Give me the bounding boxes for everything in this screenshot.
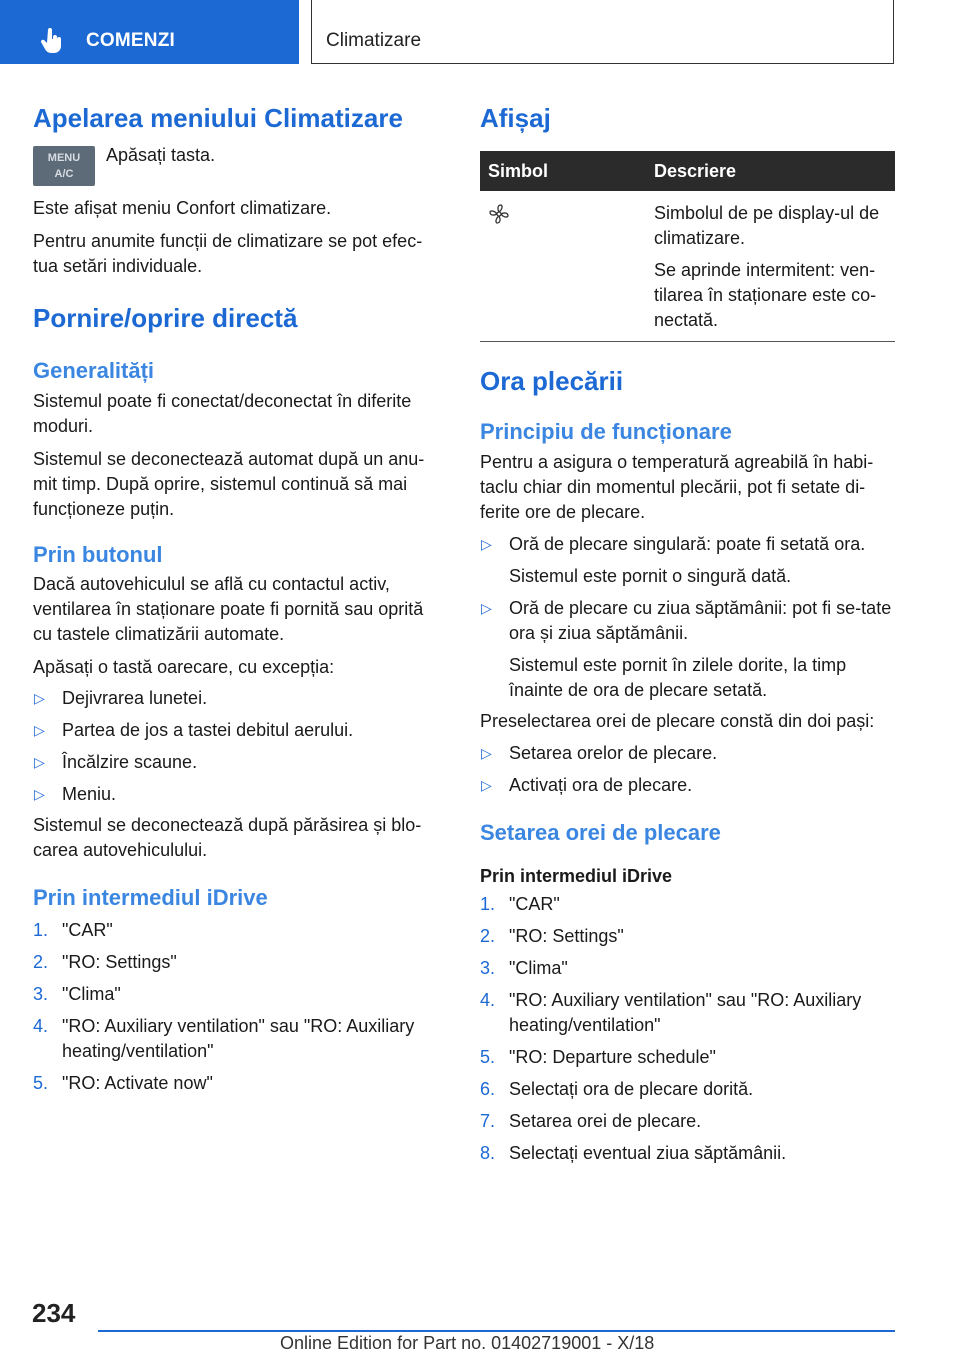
- list-item: 1. "CAR": [480, 894, 560, 915]
- heading-set-departure: Setarea orei de plecare: [480, 819, 721, 845]
- triangle-bullet-icon: ▷: [481, 776, 492, 793]
- preselect-list: [480, 741, 895, 798]
- button-para-3: Sistemul se deconectează după părăsirea și blo-carea autovehiculului.: [33, 815, 422, 861]
- symbol-desc-1: Simbolul de pe display-ul de climatizare.: [654, 203, 880, 249]
- list-item: 2. "RO: Settings": [480, 926, 624, 947]
- table-header-symbol: Simbol: [480, 151, 646, 191]
- menu-para-1: Este afișat meniu Confort climatizare.: [33, 198, 332, 219]
- list-item: 2. "RO: Settings": [33, 951, 177, 972]
- table-header-row: [480, 151, 895, 191]
- section-tab[interactable]: [311, 0, 894, 64]
- heading-via-idrive: Prin intermediul iDrive: [33, 885, 268, 911]
- preselect-para: Preselectarea orei de plecare constă din doi pași:: [480, 710, 875, 731]
- heading-display: Afișaj: [480, 103, 551, 133]
- list-item: ▷ Încălzire scaune.: [33, 750, 445, 775]
- principle-para: Pentru a asigura o temperatură agreabilă în habi-taclu chiar din momentul plecării, pot fi setate di-ferite ore de plecare.: [480, 451, 874, 522]
- table-row: [480, 191, 895, 342]
- list-item: 5. "RO: Activate now": [33, 1072, 213, 1093]
- list-item: 6. Selectați ora de plecare dorită.: [480, 1079, 754, 1100]
- left-column: [33, 96, 445, 1096]
- list-item: 8. Selectați eventual ziua săptămânii.: [480, 1143, 787, 1164]
- list-item: 4. "RO: Auxiliary ventilation" sau "RO: Auxiliary heating/ventilation": [480, 990, 862, 1036]
- heading-direct-on-off: Pornire/oprire directă: [33, 303, 298, 334]
- triangle-bullet-icon: ▷: [481, 599, 492, 616]
- triangle-bullet-icon: ▷: [34, 722, 45, 739]
- table-header-description: Descriere: [646, 151, 895, 191]
- table-cell-description: [646, 191, 895, 342]
- list-item-sub: Sistemul este pornit în zilele dorite, la timp înainte de ora de plecare setată.: [509, 654, 847, 700]
- heading-departure-time: Ora plecării: [480, 366, 624, 397]
- footer-divider: [98, 1330, 895, 1332]
- edition-text: Online Edition for Part no. 01402719001 - X/18: [280, 1333, 655, 1353]
- menu-key-text: Apăsați tasta.: [106, 145, 216, 166]
- set-departure-steps: [480, 892, 895, 1166]
- departure-type-list: [480, 532, 895, 703]
- general-para-2: Sistemul se deconectează automat după un anu-mit timp. După oprire, sistemul continuă să mai funcționeze puțin.: [33, 448, 425, 519]
- triangle-bullet-icon: ▷: [34, 754, 45, 771]
- heading-general: Generalități: [33, 358, 155, 384]
- symbol-table: [480, 151, 895, 342]
- page-header: [0, 0, 960, 66]
- page-number: 234: [32, 1298, 76, 1328]
- symbol-desc-2: Se aprinde intermitent: ven-tilarea în staționare este co-nectată.: [654, 260, 877, 331]
- list-item: 7. Setarea orei de plecare.: [480, 1111, 702, 1132]
- heading-by-button: Prin butonul: [33, 541, 163, 567]
- list-item: ▷ Activați ora de plecare.: [480, 773, 895, 798]
- heading-via-idrive-right: Prin intermediul iDrive: [480, 866, 673, 887]
- button-para-2: Apăsați o tastă oarecare, cu excepția:: [33, 657, 335, 678]
- triangle-bullet-icon: ▷: [481, 535, 492, 552]
- menu-para-2: Pentru anumite funcții de climatizare se pot efec-tua setări individuale.: [33, 231, 423, 277]
- menu-key-row: [33, 146, 445, 188]
- idrive-steps: [33, 918, 445, 1096]
- list-item-sub: Sistemul este pornit o singură dată.: [509, 565, 792, 586]
- heading-principle: Principiu de funcționare: [480, 419, 732, 445]
- list-item: 3. "Clima": [33, 983, 121, 1004]
- button-exception-list: [33, 686, 445, 807]
- chapter-tab[interactable]: [0, 0, 299, 64]
- general-para-1: Sistemul poate fi conectat/deconectat în diferite moduri.: [33, 390, 412, 436]
- list-item: ▷ Meniu.: [33, 782, 445, 807]
- list-item: ▷ Oră de plecare cu ziua săptămânii: pot fi se-tate ora și ziua săptămânii.: [481, 597, 892, 643]
- list-item: ▷ Setarea orelor de plecare.: [480, 741, 895, 766]
- list-item: 3. "Clima": [480, 958, 568, 979]
- list-item: 4. "RO: Auxiliary ventilation" sau "RO: Auxiliary heating/ventilation": [33, 1015, 415, 1061]
- list-item: 1. "CAR": [33, 919, 113, 940]
- hand-pointer-icon: [40, 28, 64, 54]
- triangle-bullet-icon: ▷: [34, 786, 45, 803]
- ventilation-fan-icon: [488, 203, 510, 225]
- chapter-label: COMENZI: [86, 30, 176, 51]
- triangle-bullet-icon: ▷: [34, 690, 45, 707]
- menu-ac-key-icon: MENU A/C: [33, 146, 95, 186]
- heading-call-menu: Apelarea meniului Climatizare: [33, 103, 403, 133]
- triangle-bullet-icon: ▷: [481, 744, 492, 761]
- button-para-1: Dacă autovehiculul se află cu contactul activ, ventilarea în staționare poate fi pornită sau oprită cu tastele climatizării automate.: [33, 574, 424, 645]
- list-item: ▷ Oră de plecare singulară: poate fi setată ora.: [480, 532, 895, 557]
- section-label: Climatizare: [326, 30, 422, 51]
- list-item: ▷ Dejivrarea lunetei.: [33, 686, 445, 711]
- list-item: ▷ Partea de jos a tastei debitul aerului.: [33, 718, 445, 743]
- list-item: 5. "RO: Departure schedule": [480, 1047, 716, 1068]
- table-cell-symbol: [480, 191, 646, 342]
- right-column: [480, 96, 895, 1166]
